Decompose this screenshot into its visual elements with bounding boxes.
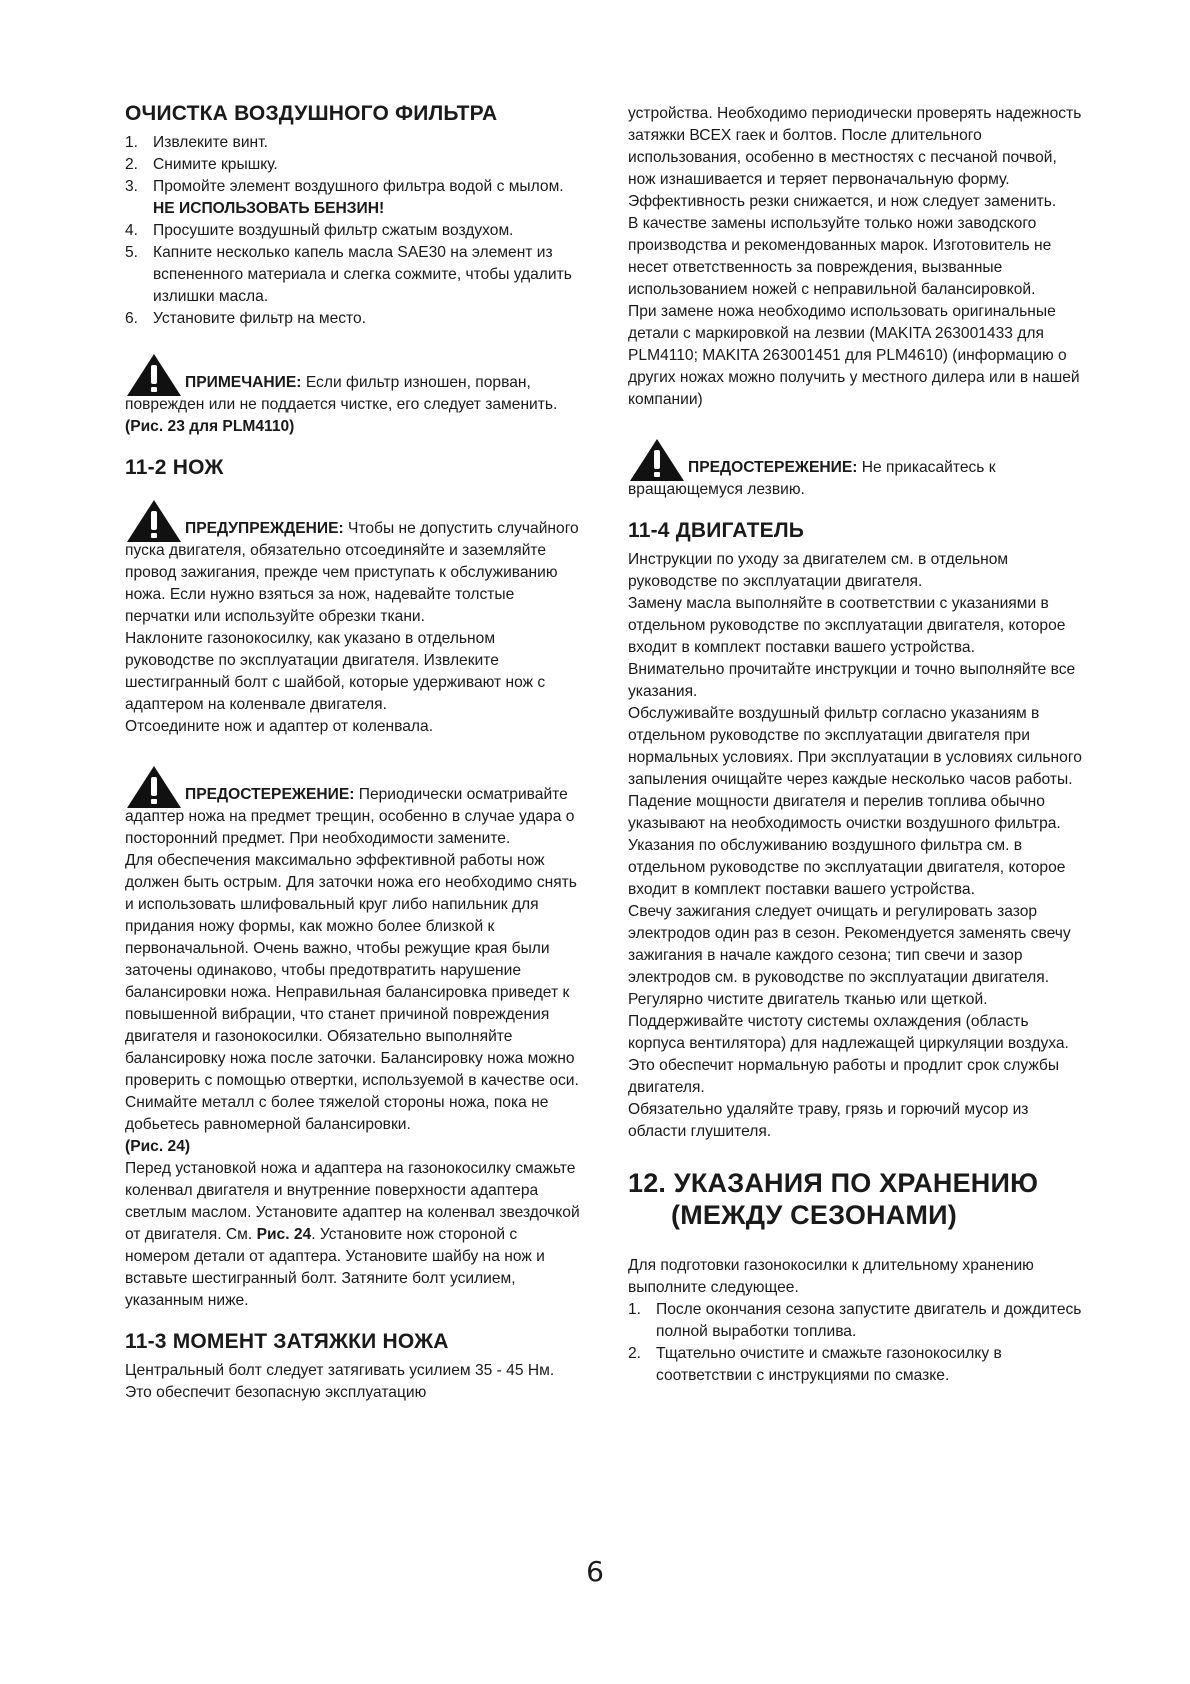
- paragraph: Замену масла выполняйте в соответствии с указаниями в отдельном руководстве по эксплуатации двигателя, которое входит в комплект поставки вашего устройства.: [628, 595, 1066, 656]
- note-block: ПРИМЕЧАНИЕ: Если фильтр изношен, порван, поврежден или не поддается чистке, его следует заменить. (Рис. 23 для PLM4110): [125, 348, 580, 438]
- section-title-torque: 11-3 МОМЕНТ ЗАТЯЖКИ НОЖА: [125, 1330, 449, 1353]
- list-item: 3. Промойте элемент воздушного фильтра водой с мылом. НЕ ИСПОЛЬЗОВАТЬ БЕНЗИН!: [125, 178, 564, 217]
- section-title-air-filter: ОЧИСТКА ВОЗДУШНОГО ФИЛЬТРА: [125, 102, 498, 125]
- section-title-storage: 12. УКАЗАНИЯ ПО ХРАНЕНИЮ (МЕЖДУ СЕЗОНАМИ): [628, 1168, 1039, 1230]
- paragraph: Центральный болт следует затягивать усилием 35 - 45 Нм. Это обеспечит безопасную эксплуатацию: [125, 1362, 555, 1401]
- list-item: 4. Просушите воздушный фильтр сжатым воздухом.: [125, 222, 514, 239]
- paragraph: Инструкции по уходу за двигателем см. в отдельном руководстве по эксплуатации двигателя.: [628, 551, 1009, 590]
- paragraph: Перед установкой ножа и адаптера на газонокосилку смажьте коленвал двигателя и внутренние поверхности адаптера светлым маслом. Установите адаптер на коленвал звездочкой от двигателя. См. Рис. 24. Установите нож стороной с номером детали от адаптера. Установите шайбу на нож и вставьте шестигранный болт. Затяните болт усилием, указанным ниже.: [125, 1160, 580, 1309]
- paragraph: устройства. Необходимо периодически проверять надежность затяжки ВСЕХ гаек и болтов. После длительного использования, особенно в местностях с песчаной почвой, нож изнашивается и теряет первоначальную форму. Эффективность резки снижается, и нож следует заменить.: [628, 105, 1082, 210]
- storage-steps: [628, 1299, 1088, 1387]
- paragraph: При замене ножа необходимо использовать оригинальные детали с маркировкой на лезвии (MAKITA 263001433 для PLM4110; MAKITA 263001451 для PLM4610) (информацию о других ножах можно получить у местного дилера или в нашей компании): [628, 303, 1080, 408]
- paragraph: Для подготовки газонокосилки к длительному хранению выполните следующее.: [628, 1257, 1034, 1296]
- caution-label: ПРЕДОСТЕРЕЖЕНИЕ:: [185, 786, 355, 803]
- figure-ref: (Рис. 24): [125, 1138, 191, 1155]
- paragraph: Отсоедините нож и адаптер от коленвала.: [125, 718, 434, 735]
- list-item: 1. Извлеките винт.: [125, 134, 268, 151]
- air-filter-steps: [125, 132, 580, 330]
- warning-block: ПРЕДУПРЕЖДЕНИЕ: Чтобы не допустить случайного пуска двигателя, обязательно отсоединяйте и заземляйте провод зажигания, прежде чем приступать к обслуживанию ножа. Если нужно взяться за нож, надевайте толстые перчатки или используйте обрезки ткани.: [125, 494, 580, 628]
- warning-triangle-icon: [125, 352, 183, 398]
- figure-ref: (Рис. 23 для PLM4110): [125, 418, 295, 435]
- caution-block: ПРЕДОСТЕРЕЖЕНИЕ: Не прикасайтесь к вращающемуся лезвию.: [628, 433, 1088, 501]
- paragraph: Регулярно чистите двигатель тканью или щеткой. Поддерживайте чистоту системы охлаждения (область корпуса вентилятора) для надлежащей циркуляции воздуха. Это обеспечит нормальную работы и продлит срок службы двигателя.: [628, 991, 1069, 1096]
- left-column: [125, 100, 580, 1404]
- page-number: 6: [586, 1555, 604, 1588]
- paragraph: Указания по обслуживанию воздушного фильтра см. в отдельном руководстве по эксплуатации двигателя, которое входит в комплект поставки вашего устройства.: [628, 837, 1066, 898]
- list-item: 5. Капните несколько капель масла SAE30 на элемент из вспененного материала и слегка сожмите, чтобы удалить излишки масла.: [125, 244, 572, 305]
- list-item: 2. Тщательно очистите и смажьте газонокосилку в соответствии с инструкциями по смазке.: [628, 1345, 1002, 1384]
- figure-ref: Рис. 24: [256, 1226, 312, 1243]
- section-title-engine: 11-4 ДВИГАТЕЛЬ: [628, 519, 805, 542]
- note-label: ПРИМЕЧАНИЕ:: [185, 374, 302, 391]
- list-item: 2. Снимите крышку.: [125, 156, 278, 173]
- warning-triangle-icon: [125, 498, 183, 544]
- right-column: [628, 103, 1088, 1387]
- paragraph: Наклоните газонокосилку, как указано в отдельном руководстве по эксплуатации двигателя. Извлеките шестигранный болт с шайбой, которые удерживают нож с адаптером на коленвале двигателя.: [125, 630, 546, 713]
- list-item: 6. Установите фильтр на место.: [125, 310, 367, 327]
- paragraph: Обслуживайте воздушный фильтр согласно указаниям в отдельном руководстве по эксплуатации двигателя при нормальных условиях. При эксплуатации в условиях сильного запыления очищайте через каждые несколько часов работы. Падение мощности двигателя и перелив топлива обычно указывают на необходимость очистки воздушного фильтра.: [628, 705, 1082, 832]
- paragraph: Для обеспечения максимально эффективной работы нож должен быть острым. Для заточки ножа его необходимо снять и использовать шлифовальный круг либо напильник для придания ножу формы, как можно более близкой к первоначальной. Очень важно, чтобы режущие края были заточены одинаково, чтобы предотвратить нарушение балансировки ножа. Неправильная балансировка приведет к повышенной вибрации, что станет причиной повреждения двигателя и газонокосилки. Обязательно выполняйте балансировку ножа после заточки. Балансировку ножа можно проверить с помощью отвертки, используемой в качестве оси. Снимайте металл с более тяжелой стороны ножа, пока не добьетесь равномерной балансировки.: [125, 852, 579, 1133]
- paragraph: В качестве замены используйте только ножи заводского производства и рекомендованных марок. Изготовитель не несет ответственность за повреждения, вызванные использованием ножей с неправильной балансировкой.: [628, 215, 1052, 298]
- warning-triangle-icon: [125, 764, 183, 810]
- caution-block: ПРЕДОСТЕРЕЖЕНИЕ: Периодически осматривайте адаптер ножа на предмет трещин, особенно в случае удара о посторонний предмет. При необходимости замените.: [125, 760, 580, 850]
- paragraph: Внимательно прочитайте инструкции и точно выполняйте все указания.: [628, 661, 1076, 700]
- warning-triangle-icon: [628, 437, 686, 483]
- warning-label: ПРЕДУПРЕЖДЕНИЕ:: [185, 520, 344, 537]
- list-item: 1. После окончания сезона запустите двигатель и дождитесь полной выработки топлива.: [628, 1301, 1082, 1340]
- paragraph: Обязательно удаляйте траву, грязь и горючий мусор из области глушителя.: [628, 1101, 1029, 1140]
- section-title-blade: 11-2 НОЖ: [125, 456, 224, 479]
- caution-label: ПРЕДОСТЕРЕЖЕНИЕ:: [688, 459, 858, 476]
- paragraph: Свечу зажигания следует очищать и регулировать зазор электродов один раз в сезон. Рекомендуется заменять свечу зажигания в начале каждого сезона; тип свечи и зазор электродов см. в руководстве по эксплуатации двигателя.: [628, 903, 1071, 986]
